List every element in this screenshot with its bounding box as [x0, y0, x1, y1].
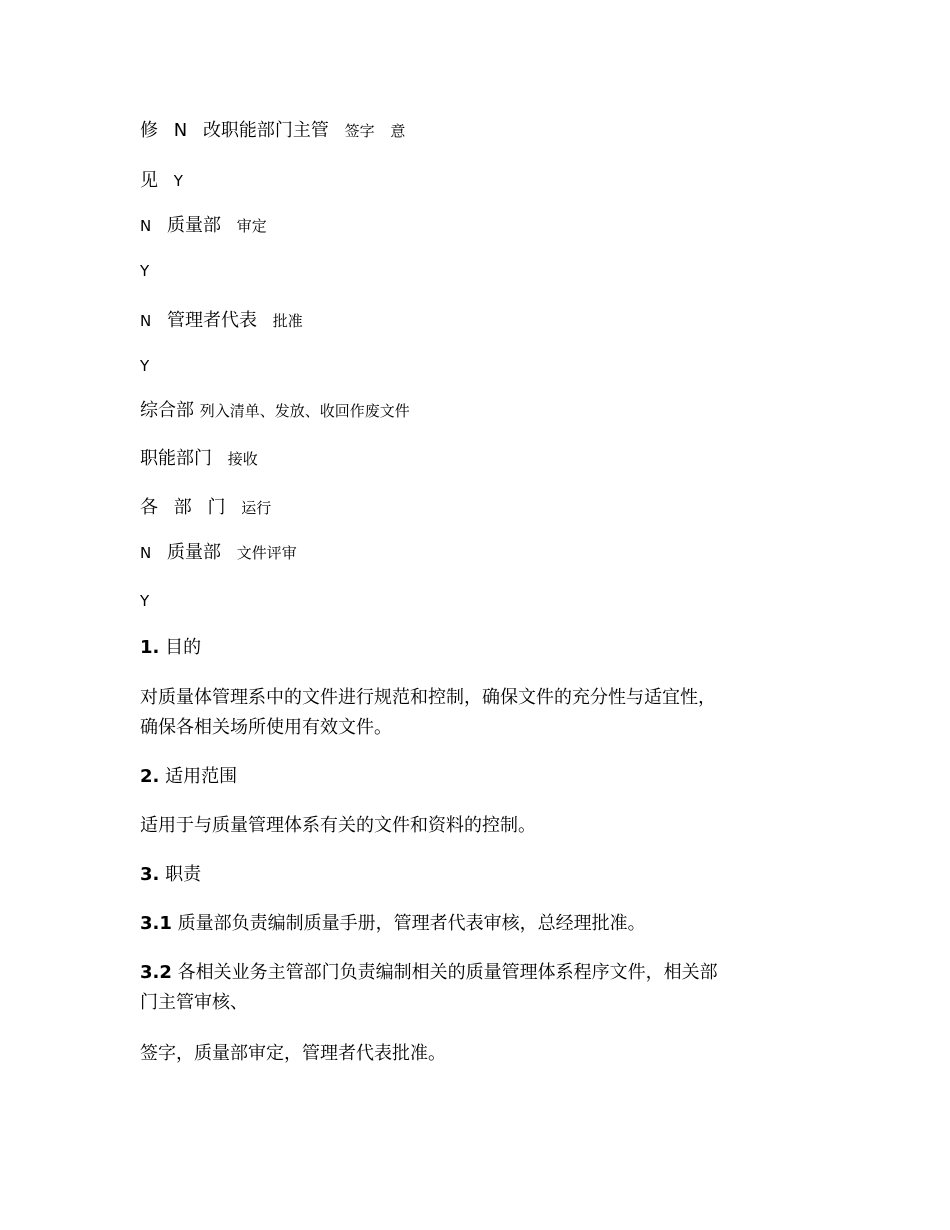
flow-text: N	[140, 217, 152, 235]
flow-text: 见	[140, 170, 158, 191]
section-2-body	[140, 815, 820, 837]
section-heading-3	[140, 864, 820, 886]
flow-text: 职能部门	[140, 448, 212, 469]
flow-text: 运行	[241, 499, 272, 517]
body-line: 签字，质量部审定，管理者代表批准。	[140, 1043, 446, 1064]
section-1-body	[140, 683, 820, 743]
flow-line-7	[140, 400, 820, 422]
flow-line-4	[140, 260, 820, 282]
flow-text: 签字	[344, 122, 375, 140]
flow-text: 改职能部门主管	[202, 120, 329, 141]
flow-text: 质量部	[166, 542, 221, 563]
flow-line-1	[140, 120, 820, 142]
section-heading-2	[140, 766, 820, 788]
body-line: 适用于与质量管理体系有关的文件和资料的控制。	[140, 815, 536, 836]
flow-line-2	[140, 170, 820, 192]
flow-text: 批准	[272, 312, 303, 330]
section-number: 1.	[140, 637, 160, 658]
body-line: 门主管审核、	[140, 992, 248, 1013]
body-line: 质量部负责编制质量手册，管理者代表审核，总经理批准。	[177, 913, 646, 934]
flow-text: 修	[140, 120, 158, 141]
flow-text: 管理者代表	[166, 310, 257, 331]
flow-line-6	[140, 355, 820, 377]
section-number: 3.	[140, 864, 160, 885]
body-line: 对质量体管理系中的文件进行规范和控制，确保文件的充分性与适宜性，	[140, 687, 716, 708]
flow-text: 门	[207, 497, 226, 518]
flow-text: 列入清单、发放、收回作废文件	[199, 402, 410, 420]
subsection-number: 3.1	[140, 913, 172, 934]
flow-text: 文件评审	[236, 544, 297, 562]
flow-text: 审定	[236, 217, 267, 235]
flow-text: Y	[140, 357, 150, 375]
flow-text: N	[140, 312, 152, 330]
section-title: 职责	[165, 864, 202, 885]
section-number: 2.	[140, 766, 160, 787]
flow-text: N	[140, 544, 152, 562]
section-title: 适用范围	[165, 766, 238, 787]
flow-text: Y	[140, 262, 150, 280]
body-line: 确保各相关场所使用有效文件。	[140, 717, 392, 738]
flow-text: 各	[140, 497, 158, 518]
flow-line-11	[140, 590, 820, 612]
flow-text: Y	[173, 172, 183, 190]
flow-text: Y	[140, 592, 150, 610]
flow-line-5	[140, 310, 820, 332]
flow-line-3	[140, 215, 820, 237]
section-heading-1	[140, 637, 820, 659]
flow-line-8	[140, 448, 820, 470]
subsection-3-1	[140, 913, 820, 935]
subsection-3-2-cont	[140, 1043, 820, 1065]
flow-line-10	[140, 542, 820, 564]
flow-text: 质量部	[166, 215, 221, 236]
subsection-3-2	[140, 958, 820, 1018]
section-title: 目的	[165, 637, 202, 658]
flow-text: 部	[173, 497, 192, 518]
body-line: 各相关业务主管部门负责编制相关的质量管理体系程序文件，相关部	[177, 962, 718, 983]
flow-line-9	[140, 497, 820, 519]
flow-text: N	[173, 120, 188, 141]
subsection-number: 3.2	[140, 962, 172, 983]
flow-text: 意	[390, 122, 406, 140]
flow-text: 接收	[227, 450, 258, 468]
flow-text: 综合部	[140, 400, 194, 421]
